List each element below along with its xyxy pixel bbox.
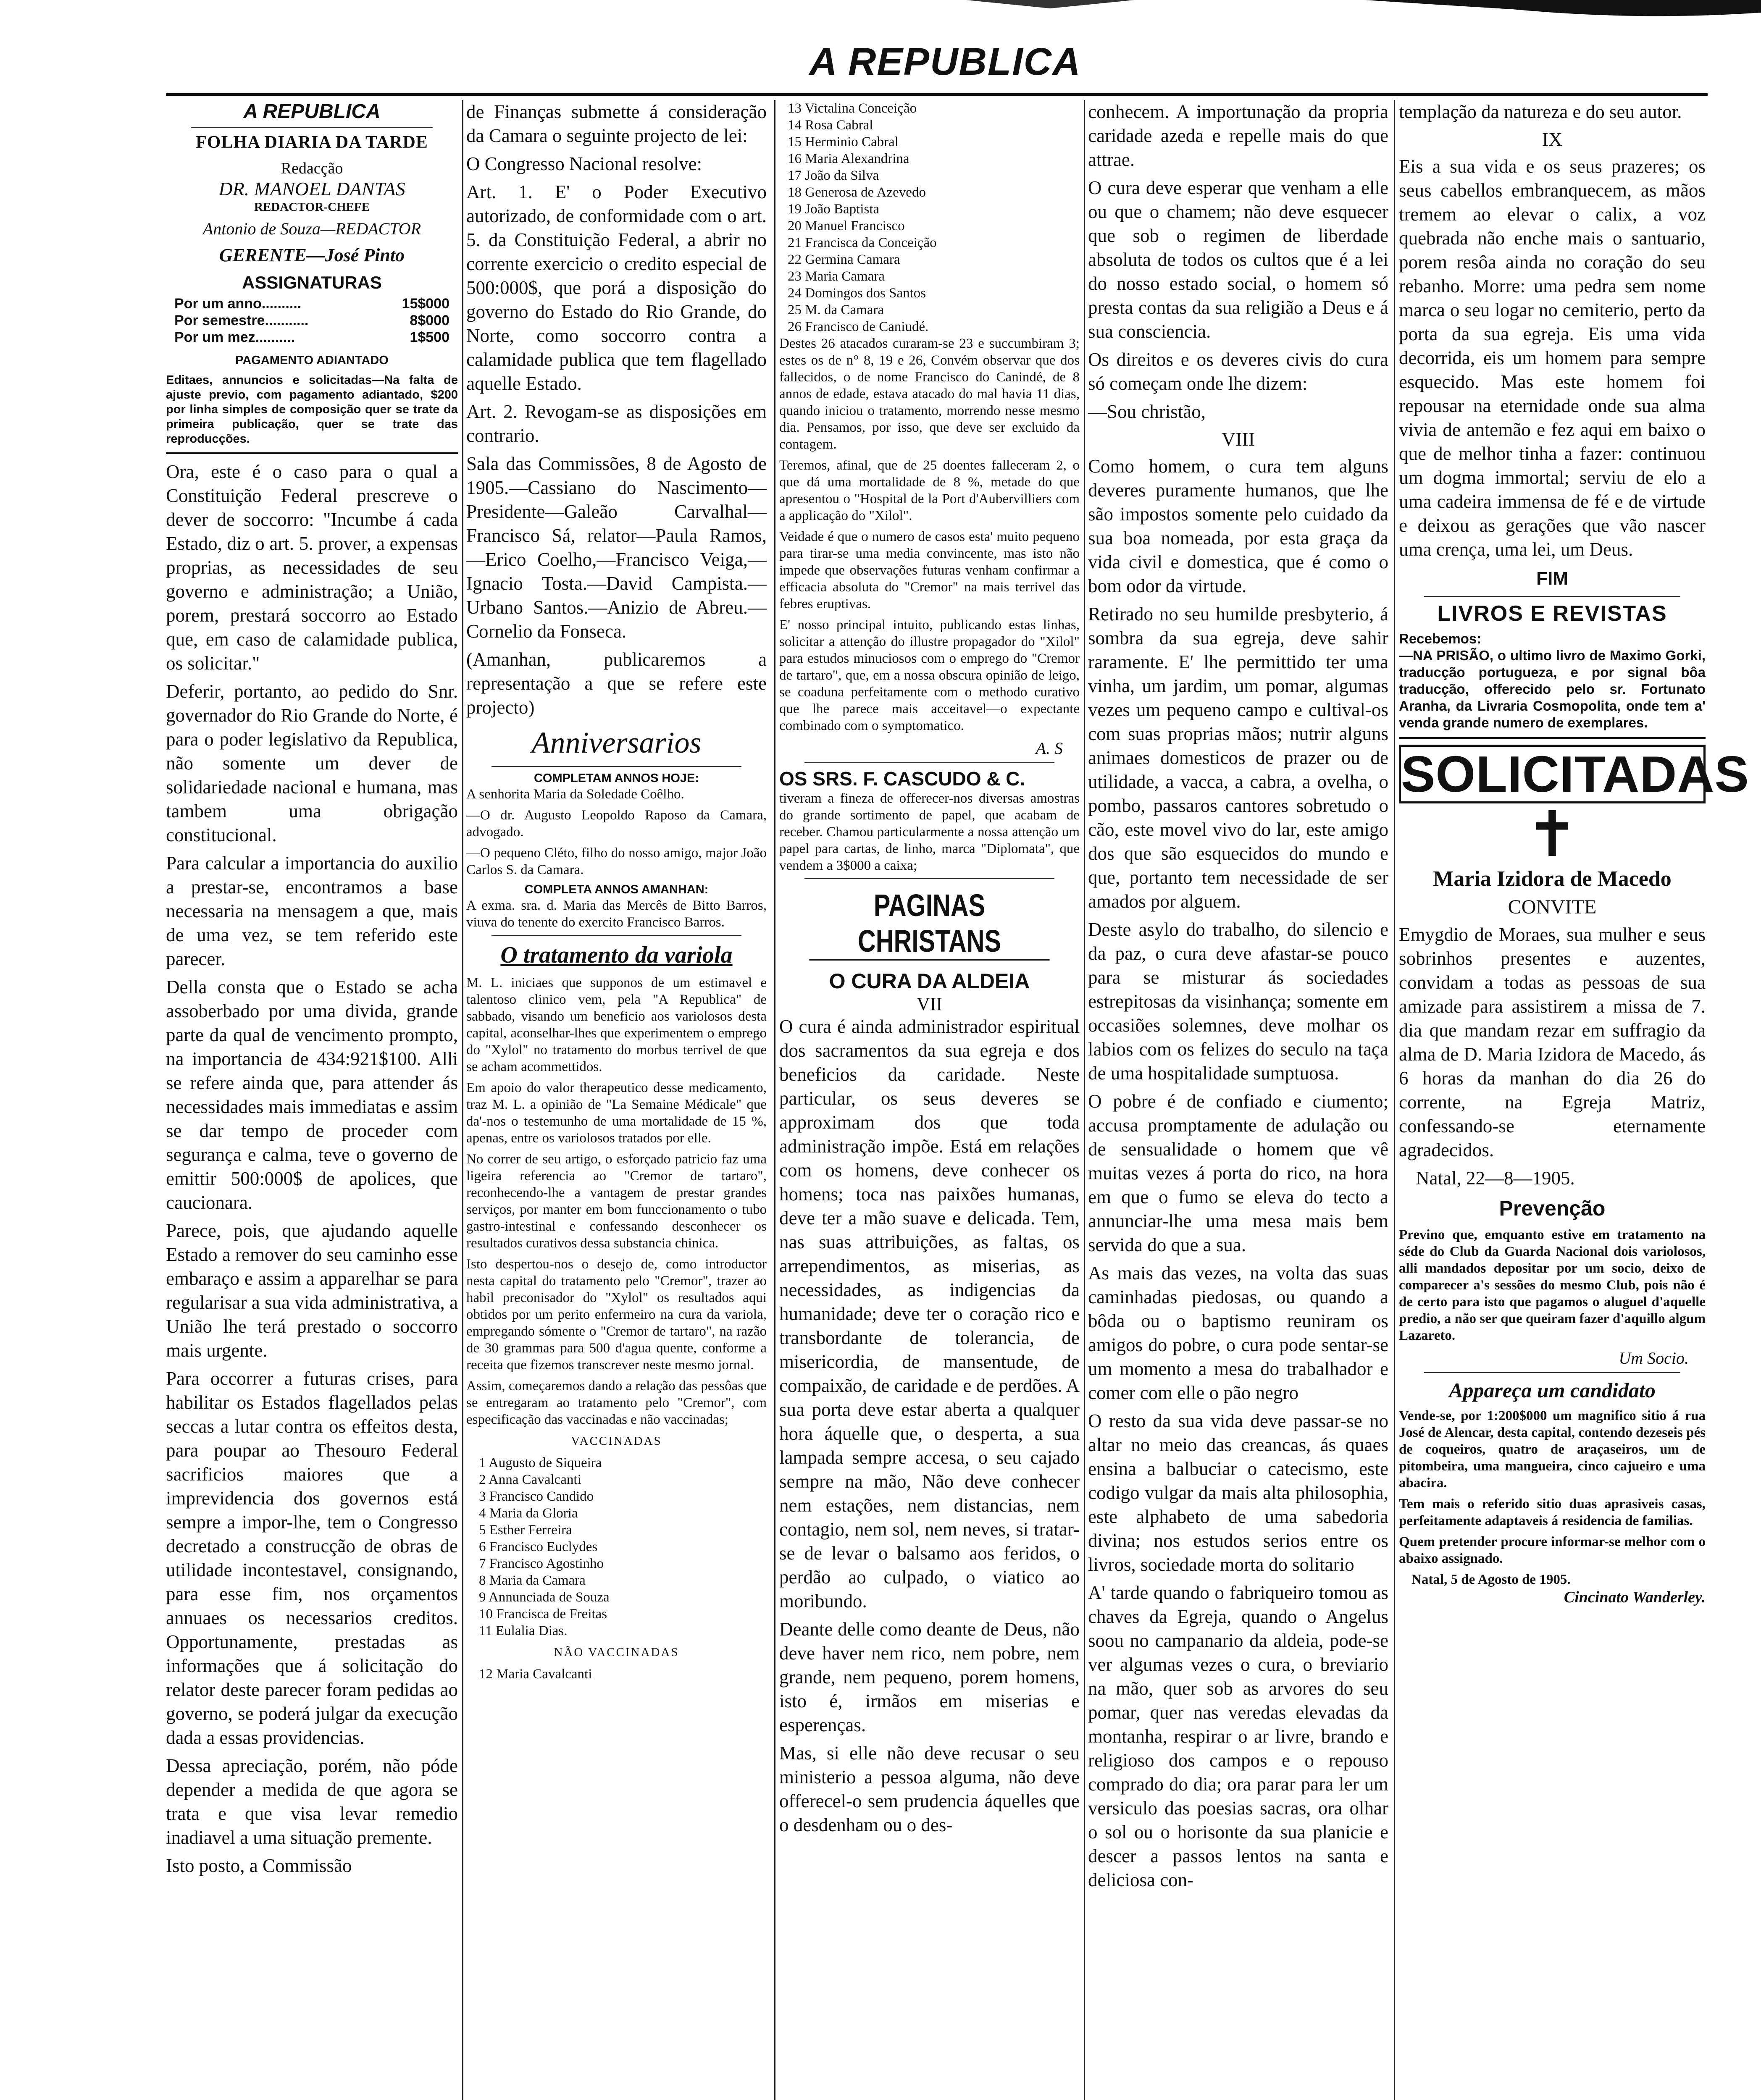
paragraph: Deferir, portanto, ao pedido do Snr. governador do Rio Grande do Norte, é para o poder legislativo da Republica, não somente um dever de solidariedade nacional e humana, mas tambem uma obrigação constitucional. xyxy=(166,681,458,845)
convite-text: Emygdio de Moraes, sua mulher e seus sobrinhos presentes e auzentes, convidam a todas as pessoas de sua amizade para assistirem a missa de 7. dia que mandam rezar em suffragio da alma de D. Maria Izidora de Macedo, ás 6 horas da manhan do dia 26 do corrente, na Egreja Matriz, confessando-se eternamente agradecidos. xyxy=(1399,924,1706,1160)
paragraph: Deante delle como deante de Deus, não deve haver nem rico, nem pobre, nem grande, nem pequeno, porem homens, isto é, irmãos em miserias e esperenças. xyxy=(779,1619,1080,1735)
paragraph: Parece, pois, que ajudando aquelle Estado a remover do seu caminho esse embaraço e assim a apparelhar se para regularisar a sua vida administrativa, a União lhe terá prestado o soccorro mais urgente. xyxy=(166,1220,458,1361)
column-5 xyxy=(1399,100,1749,2100)
paragraph: Mas, si elle não deve recusar o seu ministerio a pessoa alguma, não deve offerecel-o sem prudencia áquelles que o desdenham ou o des- xyxy=(779,1743,1080,1835)
paper-name: A REPUBLICA xyxy=(243,100,381,123)
list-item: 18 Generosa de Azevedo xyxy=(788,185,926,200)
list-item: 17 João da Silva xyxy=(788,168,879,183)
list-item: 12 Maria Cavalcanti xyxy=(479,1667,592,1682)
vaccinadas-title: VACCINADAS xyxy=(571,1434,662,1448)
paragraph: Deste asylo do trabalho, do silencio e da paz, o cura deve afastar-se pouco para se misturar ás sociedades estrepitosas da visinhança; somente em occasiões solemnes, deve molhar os labios com os felizes do seculo na taça de uma hospitalidade sumptuosa. xyxy=(1088,919,1388,1084)
fim-label: FIM xyxy=(1536,568,1568,589)
column-1 xyxy=(166,100,458,2100)
chief-role: REDACTOR-CHEFE xyxy=(254,200,370,214)
list-item: 16 Maria Alexandrina xyxy=(788,151,909,166)
recebemos-label: Recebemos: xyxy=(1399,631,1482,646)
candidato-date: Natal, 5 de Agosto de 1905. xyxy=(1411,1572,1571,1587)
list-item: 7 Francisco Agostinho xyxy=(479,1556,604,1571)
paper-subtitle: FOLHA DIARIA DA TARDE xyxy=(196,133,428,152)
chief-editor: DR. MANOEL DANTAS xyxy=(218,178,405,200)
divider xyxy=(1399,737,1706,739)
prevencao-title: Prevenção xyxy=(1499,1197,1606,1220)
convite-title: CONVITE xyxy=(1508,896,1597,918)
anniv-today-list xyxy=(466,786,767,878)
paragraph: Della consta que o Estado se acha assoberbado por uma divida, grande parte da qual de vencimento prompto, na importancia de 434:921$100. Alli se refere ainda que, para attender ás necessidades mais immediatas e assim se dar tempo de proceder com segurança e calma, teve o governo de emittir 500:000$ de apolices, que caucionara. xyxy=(166,976,458,1213)
anniversarios-title: Anniversarios xyxy=(531,726,702,759)
list-item: 6 Francisco Euclydes xyxy=(479,1539,598,1554)
section-number: IX xyxy=(1542,129,1563,150)
list-item: 14 Rosa Cabral xyxy=(788,118,873,133)
paginas-christans-title: PAGINAS CHRISTANS xyxy=(810,887,1050,961)
paragraph: Dessa apreciação, porém, não póde depender a medida de que agora se trata e que visa levar remedio inadiavel a uma situação premente. xyxy=(166,1755,458,1848)
section-number: VIII xyxy=(1221,428,1255,450)
damaged-top-edge xyxy=(0,0,1761,25)
paragraph: Em apoio do valor therapeutico desse medicamento, traz M. L. a opinião de "La Semaine Médicale" que da'-nos o testemunho de uma mortalidade de 15 %, apenas, entre os variolosos tratados por elle. xyxy=(466,1080,767,1146)
list-item: 9 Annunciada de Souza xyxy=(479,1590,610,1605)
list-item: A senhorita Maria da Soledade Coêlho. xyxy=(466,787,684,802)
paragraph: O cura é ainda administrador espiritual dos sacramentos da sua egreja e dos beneficios da caridade. Neste particular, os seus deveres se approximam dos que toda administração impõe. Está em relações com os homens, deve conhecer os homens; toca nas paixões humanas, deve ter a mão suave e delicada. Tem, nas suas attribuições, as faltas, os arrependimentos, as miserias, as necessidades, as indigencias da humanidade; deve ter o coração rico e transbordante de tolerancia, de misericordia, de mansentude, de compaixão, de caridade e de perdões. A sua porta deve estar aberta a qualquer hora áquelle que, o desperta, a sua lampada sempre accesa, o seu cajado sempre na mão, Não deve conhecer nem estações, nem distancias, nem contagio, nem sol, nem neves, si tratar-se de levar o balsamo aos feridos, o perdão ao culpado, o viatico ao moribundo. xyxy=(779,1016,1080,1612)
divider xyxy=(492,935,741,936)
subscription-prices xyxy=(166,293,458,348)
list-item: 15 Herminio Cabral xyxy=(788,134,899,150)
list-item: 3 Francisco Candido xyxy=(479,1489,594,1504)
paragraph: Retirado no seu humilde presbyterio, á sombra da sua egreja, deve sahir raramente. E' lhe permittido ter uma vinha, um jardim, um pomar, algumas vezes um pequeno campo e cultival-os com suas proprias mãos; nutrir alguns animaes domesticos de prazer ou de utilidade, a vacca, a cabra, a ovelha, o pombo, passaros cantores sobretudo o cão, este movel vivo do lar, este amigo dos que são esquecidos do mundo e que, portanto tem necessidade de ser amados por alguem. xyxy=(1088,604,1388,912)
paragraph: Isto despertou-nos o desejo de, como introductor nesta capital do tratamento pelo "Cremor", trazer ao habil preconisador do "Xylol" os resultados aqui obtidos por um perito enfermeiro na cura da variola, empregando sómente o "Cremor de tartaro", na razão de 30 grammas para 500 d'agua quente, conforme a receita que fizemos transcrever neste mesmo jornal. xyxy=(466,1257,767,1373)
subscription-row: Por um anno.......... 15$000 xyxy=(174,296,449,312)
paragraph: conhecem. A importunação da propria caridade azeda e repelle mais do que attrae. xyxy=(1088,101,1388,170)
livros-title: LIVROS E REVISTAS xyxy=(1437,601,1667,626)
pagamento-note: PAGAMENTO ADIANTADO xyxy=(235,354,389,367)
article-variola-cont xyxy=(779,335,1080,734)
paragraph: As mais das vezes, na volta das suas caminhadas piedosas, ou quando a bôda ou o baptismo reuniram os amigos do pobre, o cura pode sentar-se um momento a mesa do trabalhador e comer com elle o pão negro xyxy=(1088,1263,1388,1403)
newspaper-masthead: A REPUBLICA xyxy=(809,40,1081,83)
paragraph: —Sou christão, xyxy=(1088,401,1206,422)
list-item: 10 Francisca de Freitas xyxy=(479,1606,607,1622)
paragraph: Isto posto, a Commissão xyxy=(166,1855,352,1876)
list-item: 13 Victalina Conceição xyxy=(788,101,917,116)
article-parecer xyxy=(166,460,458,1878)
deceased-name: Maria Izidora de Macedo xyxy=(1433,867,1672,891)
paragraph: de Finanças submette á consideração da Camara o seguinte projecto de lei: xyxy=(466,101,767,146)
paragraph: E' nosso principal intuito, publicando estas linhas, solicitar a attenção do illustre propagador do "Xilol" para estudos minuciosos com o emprego do "Cremor de tartaro", que, em a nossa obscura opinião de leigo, se coaduna perfeitamente com o methodo curativo que lhe parece mais acceitavel—o expectante combinado com o symptomatico. xyxy=(779,617,1080,733)
masthead-rule xyxy=(166,93,1708,96)
column-2 xyxy=(466,100,767,2100)
paragraph: Para calcular a importancia do auxilio a prestar-se, encontramos a base necessaria na mensagem a que, mais de uma vez, se tem referido este parecer. xyxy=(166,853,458,969)
convite-date: Natal, 22—8—1905. xyxy=(1416,1168,1575,1189)
column-divider xyxy=(1084,100,1085,2100)
paragraph: O pobre é de confiado e ciumento; accusa promptamente de adulação ou de sensualidade o homem que vê muitas vezes á porta do rico, na hora em que o fumo se eleva do tecto a annunciar-lhe uma mesa mais bem servida do que a sua. xyxy=(1088,1091,1388,1255)
nao-vaccinadas-title: NÃO VACCINADAS xyxy=(554,1646,679,1659)
anniv-today-label: COMPLETAM ANNOS HOJE: xyxy=(534,772,699,785)
subscription-row: Por semestre........... 8$000 xyxy=(174,312,449,328)
column-divider xyxy=(1394,100,1395,2100)
gerente: GERENTE—José Pinto xyxy=(219,245,405,265)
article-cura-cont xyxy=(1088,100,1388,424)
list-item: 23 Maria Camara xyxy=(788,269,885,284)
list-item: 11 Eulalia Dias. xyxy=(479,1623,568,1638)
edital-notice: Editaes, annuncios e solicitadas—Na falta de ajuste previo, com pagamento adiantado, $200 por linha simples de composição quer se trate da primeira publicação, quer se trate das reproducções. xyxy=(166,373,458,446)
column-divider xyxy=(774,100,775,2100)
cascudo-title: OS SRS. F. CASCUDO & C. xyxy=(779,768,1025,790)
paragraph: Veidade é que o numero de casos esta' muito pequeno para tirar-se uma media convincente, mas isto não impede que observações futuras venham confirmar a efficacia absoluta do "Cremor" na mais terrivel das febres eruptivas. xyxy=(779,529,1080,612)
article-projecto xyxy=(466,100,767,719)
paragraph: O cura deve esperar que venham a elle ou que o chamem; não deve esquecer que sob o regimen de liberdade absoluta de todos os cultos que é a lei do nosso estado social, o homem só presta contas da sua religião a Deus e á sua consciencia. xyxy=(1088,177,1388,342)
solicitadas-title: SOLICITADAS xyxy=(1399,745,1706,803)
list-item: —O pequeno Cléto, filho do nosso amigo, major João Carlos S. da Camara. xyxy=(466,845,767,877)
list-item: 5 Esther Ferreira xyxy=(479,1522,572,1538)
paragraph: Teremos, afinal, que de 25 doentes falleceram 2, o que dá uma mortalidade de 8 %, metade do que apresentou o "Hospital de la Port d'Aubervilliers com a applicação do "Xilol". xyxy=(779,458,1080,523)
paragraph: A' tarde quando o fabriqueiro tomou as chaves da Egreja, quando o Angelus soou no campanario da aldeia, pode-se ver algumas vezes o cura, o breviario na mão, quer sob as arvores do seu pomar, quer nas veredas elevadas da montanha, respirar o ar livre, brando e religioso dos campos e o repouso comprado do dia; ora parar para ler um versiculo das poesias sacras, ora olhar o sol ou o horisonte da sua planicie e descer a passos lentos na santa e deliciosa con- xyxy=(1088,1582,1388,1890)
article-variola xyxy=(466,974,767,1428)
cura-title: O CURA DA ALDEIA xyxy=(829,969,1030,993)
divider xyxy=(492,766,741,767)
assinaturas-title: ASSIGNATURAS xyxy=(242,273,382,292)
paragraph: Sala das Commissões, 8 de Agosto de 1905.—Cassiano do Nascimento—Presidente—Galeão Carvalhal—Francisco Sá, relator—Paula Ramos, —Erico Coelho,—Francisco Veiga,—Ignacio Tosta.—David Campista.—Urbano Santos.—Anizio de Abreu.—Cornelio da Fonseca. xyxy=(466,453,767,642)
list-item: 19 João Baptista xyxy=(788,202,880,217)
list-item: A exma. sra. d. Maria das Mercês de Bitto Barros, viuva do tenente do exercito Francisco Barros. xyxy=(466,898,767,930)
paragraph: Assim, começaremos dando a relação das pessôas que se entregaram ao tratamento pelo "Cremor", com especificação das vaccinadas e não vaccinadas; xyxy=(466,1378,767,1427)
signature: A. S xyxy=(1036,739,1063,758)
paragraph: Os direitos e os deveres civis do cura só começam onde lhe dizem: xyxy=(1088,349,1388,394)
list-item: 1 Augusto de Siqueira xyxy=(479,1455,602,1470)
list-item: 26 Francisco de Caniudé. xyxy=(788,319,929,334)
paragraph: No correr de seu artigo, o esforçado patricio faz uma ligeira referencia ao "Cremor de tartaro", reconhecendo-lhe a vantagem de prestar grandes serviços, por manter em bom funccionamento o tubo gastro-intestinal e confessando desconhecer os resultados curativos dessa substancia chinica. xyxy=(466,1152,767,1251)
divider xyxy=(804,762,1054,763)
divider xyxy=(804,878,1054,879)
paragraph: templação da natureza e do seu autor. xyxy=(1399,101,1682,122)
divider xyxy=(1424,596,1680,597)
paragraph: Ora, este é o caso para o qual a Constituição Federal prescreve o dever de soccorro: "Incumbe á cada Estado, diz o art. 5. prover, a expensas proprias, as necessidades de seu governo e administração; a União, porem, prestará soccorro ao Estado que, em caso de calamidade publica, os solicitar." xyxy=(166,461,458,674)
prevencao-text: Previno que, emquanto estive em tratamento na séde do Club da Guarda Nacional dois variolosos, alli mandados depositar por um socio, deixo de comparecer a's sessões do mesmo Club, pois não é de certo para isto que pagamos o aluguel d'aquelle predio, a não ser que queiram fazer d'aquillo algum Lazareto. xyxy=(1399,1227,1706,1343)
column-divider xyxy=(462,100,463,2100)
candidato-title: Appareça um candidato xyxy=(1449,1378,1656,1402)
divider xyxy=(1424,1372,1680,1373)
livros-text: —NA PRISÃO, o ultimo livro de Maximo Gorki, traducção portugueza, e por signal bôa traducção, offerecido pelo sr. Fortunato Aranha, da Livraria Cosmopolita, onde tem a' venda grande numero de exemplares. xyxy=(1399,648,1706,730)
list-item: 22 Germina Camara xyxy=(788,252,900,267)
list-item: 2 Anna Cavalcanti xyxy=(479,1472,581,1487)
redactor: Antonio de Souza—REDACTOR xyxy=(202,219,421,238)
column-4 xyxy=(1088,100,1388,2100)
cascudo-text: tiveram a fineza de offerecer-nos diversas amostras do grande sortimento de papel, que acabam de receber. Chamou particularmente a nossa attenção um papel para cartas, de linho, marca "Diplomata", que vendem a 3$000 a caixa; xyxy=(779,791,1080,873)
paragraph: Eis a sua vida e os seus prazeres; os seus cabellos embranquecem, as mãos tremem ao elevar o calix, a voz quebrada não enche mais o santuario, porem resôa ainda no coração do seu rebanho. Morre: uma pedra sem nome marca o seu logar no cemiterio, perto da porta da sua egreja. Eis uma vida decorrida, eis um homem para sempre esquecido. Mas este homem foi repousar na eternidade onde sua alma vivia de antemão e fez aqui em baixo o que de melhor tinha a fazer: continuou um dogma immortal; serviu de elo a uma cadeira immensa de fé e de virtude e deixou as gerações que vão nascer uma crença, uma lei, um Deus. xyxy=(1399,156,1706,560)
article-cura xyxy=(779,1015,1080,1837)
candidato-text: Quem pretender procure informar-se melhor com o abaixo assignado. xyxy=(1399,1534,1706,1566)
article-cura-ix xyxy=(1399,155,1706,562)
paragraph: O resto da sua vida deve passar-se no altar no meio das creancas, ás quaes ensina a balbuciar o catecismo, este codigo vulgar da mais alta philosophia, este alphabeto de uma sabedoria divina; nos estudos serios entre os livros, sociedade morta do solitario xyxy=(1088,1410,1388,1575)
paragraph: O Congresso Nacional resolve: xyxy=(466,153,702,174)
paragraph: Como homem, o cura tem alguns deveres puramente humanos, que lhe são impostos somente pelo cuidado da sua boa nomeada, por esta graça da vida civil e domestica, que é como o bom odor da virtude. xyxy=(1088,456,1388,596)
paragraph: Para occorrer a futuras crises, para habilitar os Estados flagellados pelas seccas a lutar contra os effeitos desta, para poupar ao Thesouro Federal sacrificios maiores que a imprevidencia dos governos está sempre a impor-lhe, tem o Congresso decretado a construcção de obras de utilidade incontestavel, consignando, para esse fim, nos orçamentos annuaes os necessarios creditos. Opportunamente, prestadas as informações que á solicitação do relator deste parecer foram pedidas ao governo, se poderá julgar da execução dada a essas providencias. xyxy=(166,1368,458,1748)
list-item: 25 M. da Camara xyxy=(788,302,884,318)
list-item: 20 Manuel Francisco xyxy=(788,218,905,234)
list-item: 24 Domingos dos Santos xyxy=(788,286,926,301)
article-cura-viii xyxy=(1088,454,1388,1892)
paragraph: Art. 1. E' o Poder Executivo autorizado, de conformidade com o art. 5. da Constituição Federal, a abrir no corrente exercicio o credito especial de 500:000$, que porá a disposição do governo do Estado do Rio Grande, do Norte, como soccorro contra a calamidade publica que tem flagellado aquelle Estado. xyxy=(466,181,767,394)
cross-icon: ✝ xyxy=(1526,800,1579,870)
paragraph: M. L. iniciaes que supponos de um estimavel e talentoso clinico vem, pela "A Republica" de sabbado, visando um beneficio aos variolosos desta capital, aconselhar-lhes que experimentem o emprego do "Xylol" no tratamento do morbus terrivel de que se acham acommettidos. xyxy=(466,975,767,1074)
paragraph: Destes 26 atacados curaram-se 23 e succumbiram 3; estes os de n° 8, 19 e 26, Convém observar que dos fallecidos, o de nome Francisco do Canindé, de 8 annos de edade, estava atacado do mal havia 11 dias, quando iniciou o tratamento, morrendo nesse mesmo dia. Pensamos, por isso, que deve ser excluido da contagem. xyxy=(779,336,1080,452)
paragraph: Art. 2. Revogam-se as disposições em contrario. xyxy=(466,401,767,446)
subscription-row: Por um mez.......... 1$500 xyxy=(174,329,449,345)
list-item: 8 Maria da Camara xyxy=(479,1573,586,1588)
list-item: 21 Francisca da Conceição xyxy=(788,235,937,250)
candidato-text: Tem mais o referido sitio duas aprasiveis casas, perfeitamente adaptaveis á residencia de familias. xyxy=(1399,1496,1706,1528)
section-number: VII xyxy=(916,994,943,1014)
variola-title: O tratamento da variola xyxy=(500,942,733,968)
list-item: —O dr. Augusto Leopoldo Raposo da Camara, advogado. xyxy=(466,808,767,840)
signature: Cincinato Wanderley. xyxy=(1564,1588,1706,1606)
column-3 xyxy=(779,100,1080,2100)
divider xyxy=(166,452,458,454)
paragraph: (Amanhan, publicaremos a representação a que se refere este projecto) xyxy=(466,649,767,718)
anniv-tomorrow-label: COMPLETA ANNOS AMANHAN: xyxy=(524,883,709,896)
list-item: 4 Maria da Gloria xyxy=(479,1506,578,1521)
unvaccinated-list xyxy=(779,100,1080,335)
article-cura-end xyxy=(1399,100,1706,124)
redaccao-label: Redacção xyxy=(281,160,343,177)
signature: Um Socio. xyxy=(1619,1349,1689,1368)
vaccinated-list xyxy=(466,1454,767,1639)
candidato-text: Vende-se, por 1:200$000 um magnifico sitio á rua José de Alencar, desta capital, contendo dezeseis pés de coqueiros, quatro de araçaseiros, um de pitombeira, uma mangueira, cinco cajueiro e uma abacira. xyxy=(1399,1408,1706,1491)
divider xyxy=(191,127,433,128)
